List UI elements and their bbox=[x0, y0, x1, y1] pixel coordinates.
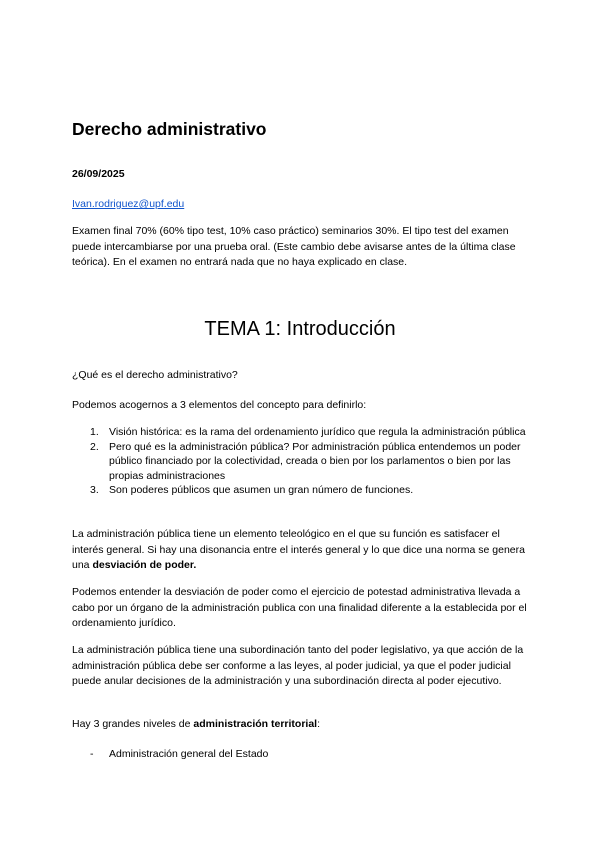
list-number: 2. bbox=[90, 440, 99, 453]
list-item bbox=[72, 747, 268, 762]
list-item-text: Pero qué es la administración pública? Por administración pública entendemos un poder público financiado por la colectividad, creada o bien por los parlamentos o bien por las propias administraciones bbox=[109, 440, 521, 482]
paragraph-text: La administración pública tiene un elemento teleológico en el que su función es satisfacer el interés general. Si hay una disonancia entre el interés general y lo que dice una norma se genera una bbox=[72, 528, 525, 571]
power-deviation-paragraph: Podemos entender la desviación de poder como el ejercicio de potestad administrativa llevada a cabo por un órgano de la administración publica con una finalidad diferente a la establecida por el ordenamiento jurídico. bbox=[72, 586, 527, 629]
list-number: 3. bbox=[90, 484, 99, 496]
list-item bbox=[72, 440, 532, 484]
section-heading: TEMA 1: Introducción bbox=[204, 318, 396, 340]
intro-text: Podemos acogernos a 3 elementos del concepto para definirlo: bbox=[72, 399, 367, 411]
exam-info-paragraph: Examen final 70% (60% tipo test, 10% caso práctico) seminarios 30%. El tipo test del examen puede intercambiarse por una prueba oral. (Este cambio debe avisarse antes de la última clase teórica). En el examen no entrará nada que no haya explicado en clase. bbox=[72, 225, 516, 268]
bold-term: administración territorial bbox=[193, 718, 318, 730]
email-link[interactable]: Ivan.rodriguez@upf.edu bbox=[72, 198, 185, 210]
list-item-text: Son poderes públicos que asumen un gran número de funciones. bbox=[109, 484, 414, 496]
list-item-text: Administración general del Estado bbox=[109, 748, 269, 760]
document-date: 26/09/2025 bbox=[72, 168, 125, 180]
list-item-text: Visión histórica: es la rama del ordenamiento jurídico que regula la administración pública bbox=[109, 426, 526, 438]
paragraph-text: Hay 3 grandes niveles de bbox=[72, 718, 194, 730]
paragraph-end: : bbox=[317, 718, 321, 730]
levels-list bbox=[72, 747, 268, 762]
list-number: 1. bbox=[90, 426, 99, 438]
list-item bbox=[72, 483, 532, 498]
territorial-levels-paragraph bbox=[72, 717, 532, 733]
list-item bbox=[72, 425, 532, 440]
list-dash: - bbox=[90, 748, 94, 760]
document-title: Derecho administrativo bbox=[72, 119, 267, 139]
bold-term: desviación de poder. bbox=[92, 559, 197, 571]
elements-list bbox=[72, 425, 532, 498]
teleological-paragraph bbox=[72, 527, 532, 574]
question-text: ¿Qué es el derecho administrativo? bbox=[72, 369, 238, 381]
subordination-paragraph: La administración pública tiene una subordinación tanto del poder legislativo, ya que acción de la administración pública debe ser conforme a las leyes, al poder judicial, ya que el poder judicial puede anular decisiones de la administración y una subordinación directa al poder ejecutivo. bbox=[72, 644, 524, 687]
